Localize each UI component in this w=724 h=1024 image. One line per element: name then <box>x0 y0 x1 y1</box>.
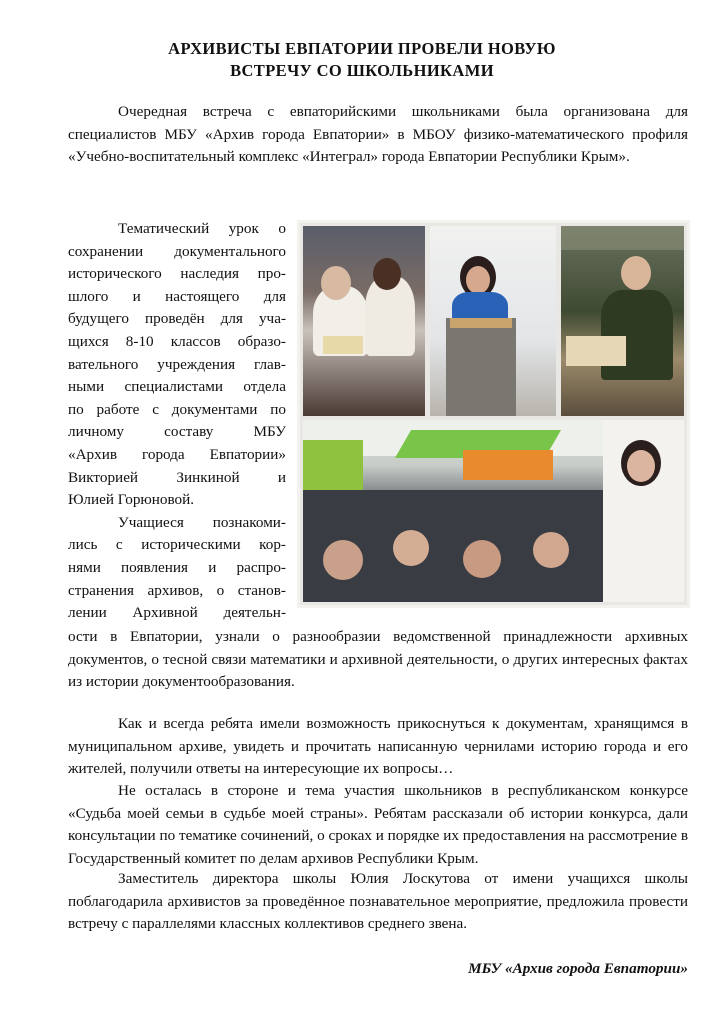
left-column-line: Учащиеся познакоми- <box>118 513 286 531</box>
photo-speaker-at-podium <box>430 226 556 416</box>
paragraph-4: Не осталась в стороне и тема участия школьников в республиканском конкурсе «Судьба моей семьи в судьбе моей страны». Ребятам рассказали об истории конкурса, дали консультации по тематике сочинений, о сроках и порядке их предоставления на рассмотрение в Государственный комитет по делам архивов Республики Крым. <box>68 782 688 867</box>
left-column-line: шлого и настоящего для <box>68 287 286 305</box>
left-column-line: по работе с документами по <box>68 400 286 418</box>
left-column-line: Викторией Зинкиной и <box>68 468 286 486</box>
paragraph-intro: Очередная встреча с евпаторийскими школьниками была организована для специалистов МБУ «Архив города Евпатории» в МБОУ физико-математического профиля «Учебно-воспитательный комплекс «Интеграл» города Евпатории Республики Крым». <box>68 103 688 166</box>
signature: МБУ «Архив города Евпатории» <box>468 960 688 977</box>
photo-cadet-with-book <box>561 226 684 416</box>
left-column-line: вательного учреждения глав- <box>68 355 286 373</box>
paragraph-3: Как и всегда ребята имели возможность прикоснуться к документам, хранящимся в муниципальном архиве, увидеть и прочитать написанную чернилами историю города и его жителей, получили ответы на интересующие их вопросы… <box>68 715 688 778</box>
left-column-line: Юлией Горюновой. <box>68 491 195 509</box>
left-column-line: лении Архивной деятельн- <box>68 604 286 622</box>
photo-students-reading <box>303 226 425 416</box>
left-column-line: будущего проведён для уча- <box>68 310 286 328</box>
left-column-line: нями появления и распро- <box>68 558 286 576</box>
article-title <box>0 38 724 82</box>
left-column-line: «Архив города Евпатории» <box>68 445 286 463</box>
left-column-line: щихся 8-10 классов образо- <box>68 332 286 350</box>
paragraph-5: Заместитель директора школы Юлия Лоскутова от имени учащихся школы поблагодарила архивистов за проведённое познавательное мероприятие, предложила провести встречу с параллелями классных коллективов среднего звена. <box>68 870 688 933</box>
left-column-line: странения архивов, о станов- <box>68 581 286 599</box>
left-column-line: ными специалистами отдела <box>68 378 286 396</box>
left-column-line: исторического наследия про- <box>68 265 286 283</box>
photo-collage <box>297 220 690 608</box>
left-column-line: лись с историческими кор- <box>68 536 286 554</box>
title-line-1: АРХИВИСТЫ ЕВПАТОРИИ ПРОВЕЛИ НОВУЮ <box>168 39 556 58</box>
photo-audience-hall <box>303 420 684 602</box>
left-text-column <box>68 218 286 625</box>
left-column-line: сохранении документального <box>68 242 286 260</box>
left-column-line: Тематический урок о <box>118 220 286 237</box>
title-line-2: ВСТРЕЧУ СО ШКОЛЬНИКАМИ <box>230 61 494 80</box>
paragraph-2-continuation: ости в Евпатории, узнали о разнообразии ведомственной принадлежности архивных документов, о тесной связи математики и архивной деятельности, о других интересных фактах из истории документообразования. <box>68 628 688 691</box>
left-column-line: личному составу МБУ <box>68 423 286 441</box>
